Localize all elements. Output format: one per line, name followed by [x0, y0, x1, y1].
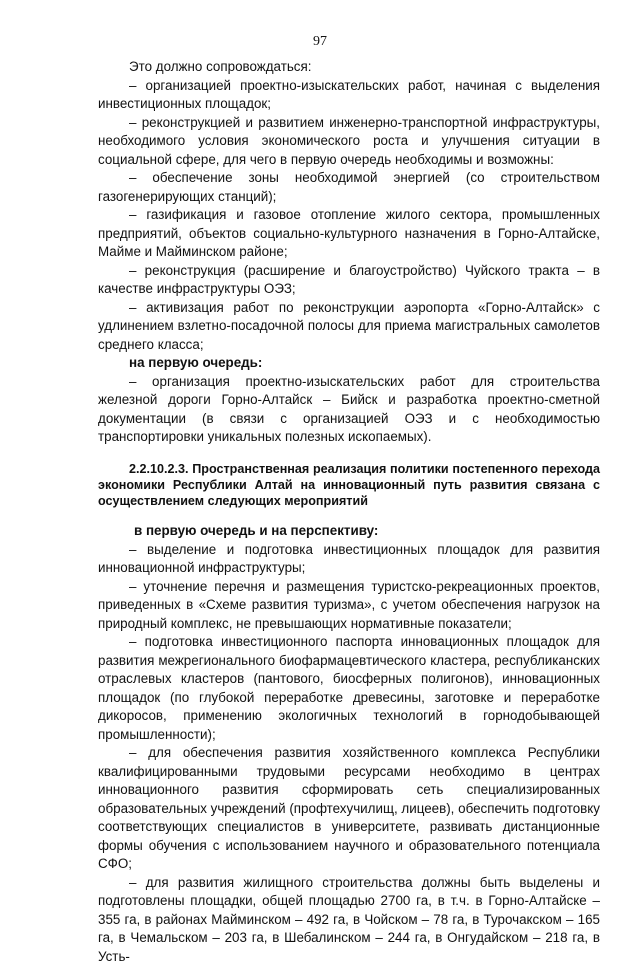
- paragraph: – газификация и газовое отопление жилого сектора, промышленных предприятий, объектов социально-культурного назначения в Горно-Алтайске, Майме и Майминском районе;: [98, 207, 600, 259]
- paragraph: – для развития жилищного строительства должны быть выделены и подготовлены площадки, общей площадью 2700 га, в т.ч. в Горно-Алтайске – 355 га, в районах Майминском – 492 га, в Чойском – 78 га, в Турочакском – 165 га, в Чемальском – 203 га, в Шебалинском – 244 га, в Онгудайском – 218 га, в Усть-: [98, 874, 600, 964]
- paragraph: – для обеспечения развития хозяйственного комплекса Республики квалифицированными трудовыми ресурсами необходимо в центрах инновационного развития сформировать сеть специализированных образовательных учреждений (профтехучилищ, лицеев), обеспечить подготовку соответствующих специалистов в университете, развивать дистанционные формы обучения с использованием научного и образовательного потенциала СФО;: [98, 745, 600, 872]
- paragraph: – уточнение перечня и размещения туристско-рекреационных проектов, приведенных в «Схеме развития туризма», с учетом обеспечения нагрузок на природный комплекс, не превышающих нормативные показатели;: [98, 578, 600, 631]
- paragraph: – реконструкция (расширение и благоустройство) Чуйского тракта – в качестве инфраструктуры ОЭЗ;: [98, 262, 600, 296]
- paragraph: – обеспечение зоны необходимой энергией (со строительством газогенерирующих станций);: [98, 170, 600, 204]
- bold-subheading: на первую очередь:: [129, 355, 263, 370]
- section-perspective: [98, 541, 600, 966]
- paragraph: – реконструкцией и развитием инженерно-транспортной инфраструктуры, необходимого условия экономического роста и улучшения ситуации в социальной сфере, для чего в первую очередь необходимы и возможны:: [98, 114, 600, 167]
- subheading: в первую очередь и на перспективу:: [134, 523, 379, 539]
- section-measures: [98, 58, 600, 447]
- paragraph: – подготовка инвестиционного паспорта инновационных площадок для развития межрегионального биофармацевтического кластера, республиканских отраслевых кластеров (пантового, биосферных полигонов), инновационных площадок (по глубокой переработке древесины, заготовке и переработке дикоросов, применению экологичных технологий в горнодобывающей промышленности);: [98, 634, 600, 742]
- section-heading: 2.2.10.2.3. Пространственная реализация политики постепенного перехода экономики Республики Алтай на инновационный путь развития связана с осуществлением следующих мероприятий: [98, 461, 600, 508]
- paragraph: – организацией проектно-изыскательских работ, начиная с выделения инвестиционных площадок;: [98, 77, 600, 111]
- paragraph: – выделение и подготовка инвестиционных площадок для развития инновационной инфраструктуры;: [98, 541, 600, 576]
- paragraph: – организация проектно-изыскательских работ для строительства железной дороги Горно-Алтайск – Бийск и разработка проектно-сметной документации (в связи с организацией ОЭЗ и с необходимостью транспортировки уникальных полезных ископаемых).: [98, 373, 600, 444]
- document-body: [98, 58, 600, 966]
- paragraph: Это должно сопровождаться:: [129, 59, 312, 74]
- page-number: 97: [313, 34, 327, 49]
- paragraph: – активизация работ по реконструкции аэропорта «Горно-Алтайск» с удлинением взлетно-посадочной полосы для приема магистральных самолетов среднего класса;: [98, 299, 600, 352]
